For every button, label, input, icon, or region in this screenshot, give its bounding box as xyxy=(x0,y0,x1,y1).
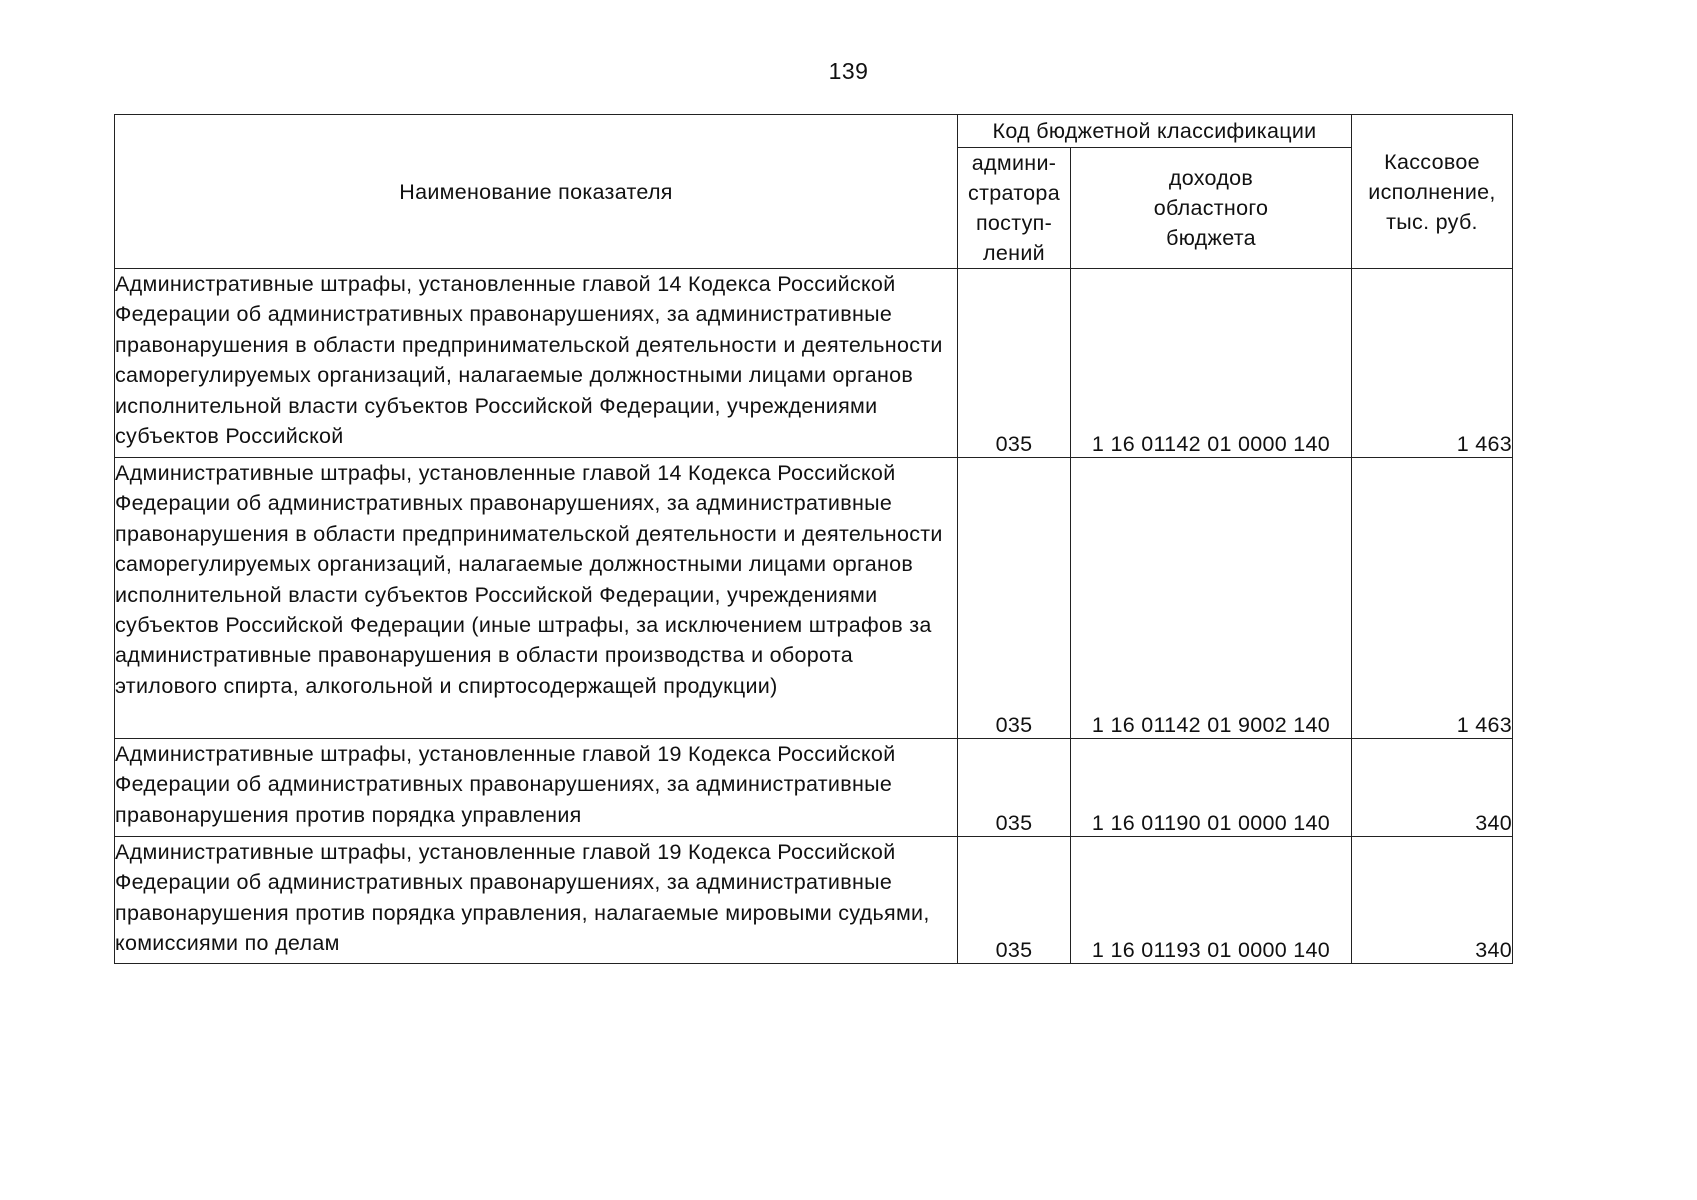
row-amount: 340 xyxy=(1352,739,1513,837)
row-amount: 340 xyxy=(1352,837,1513,964)
row-amount: 1 463 xyxy=(1352,458,1513,739)
row-name: Административные штрафы, установленные главой 19 Кодекса Российской Федерации об административных правонарушениях, за административные правонарушения против порядка управления, налагаемые мировыми судьями, комиссиями по делам xyxy=(115,837,958,964)
table-row xyxy=(115,458,1513,739)
row-name: Административные штрафы, установленные главой 19 Кодекса Российской Федерации об административных правонарушениях, за административные правонарушения против порядка управления xyxy=(115,739,958,837)
table-row xyxy=(115,837,1513,964)
header-admin-label: админи-стратора поступ-лений xyxy=(968,151,1060,265)
header-revenue-code-label: доходов областного бюджета xyxy=(1153,166,1269,250)
table-header xyxy=(115,115,1513,269)
header-name: Наименование показателя xyxy=(115,115,958,269)
row-revenue-code: 1 16 01142 01 0000 140 xyxy=(1071,269,1352,458)
row-admin-code: 035 xyxy=(958,269,1071,458)
header-revenue-code xyxy=(1071,148,1352,269)
header-admin xyxy=(958,148,1071,269)
budget-table xyxy=(114,114,1513,964)
row-name: Административные штрафы, установленные главой 14 Кодекса Российской Федерации об административных правонарушениях, за административные правонарушения в области предпринимательской деятельности и деятельности саморегулируемых организаций, налагаемые должностными лицами органов исполнительной власти субъектов Российской Федерации, учреждениями субъектов Российской Федерации (иные штрафы, за исключением штрафов за административные правонарушения в области производства и оборота этилового спирта, алкогольной и спиртосодержащей продукции) xyxy=(115,458,958,739)
row-revenue-code: 1 16 01142 01 9002 140 xyxy=(1071,458,1352,739)
row-name: Административные штрафы, установленные главой 14 Кодекса Российской Федерации об административных правонарушениях, за административные правонарушения в области предпринимательской деятельности и деятельности саморегулируемых организаций, налагаемые должностными лицами органов исполнительной власти субъектов Российской Федерации, учреждениями субъектов Российской xyxy=(115,269,958,458)
table-row xyxy=(115,739,1513,837)
table-row xyxy=(115,269,1513,458)
row-amount: 1 463 xyxy=(1352,269,1513,458)
header-code-group: Код бюджетной классификации xyxy=(958,115,1352,148)
page-number: 139 xyxy=(828,58,869,84)
row-admin-code: 035 xyxy=(958,458,1071,739)
row-admin-code: 035 xyxy=(958,739,1071,837)
header-amount xyxy=(1352,115,1513,269)
header-amount-label: Кассовое исполнение, тыс. руб. xyxy=(1368,149,1496,234)
row-revenue-code: 1 16 01190 01 0000 140 xyxy=(1071,739,1352,837)
row-revenue-code: 1 16 01193 01 0000 140 xyxy=(1071,837,1352,964)
row-admin-code: 035 xyxy=(958,837,1071,964)
